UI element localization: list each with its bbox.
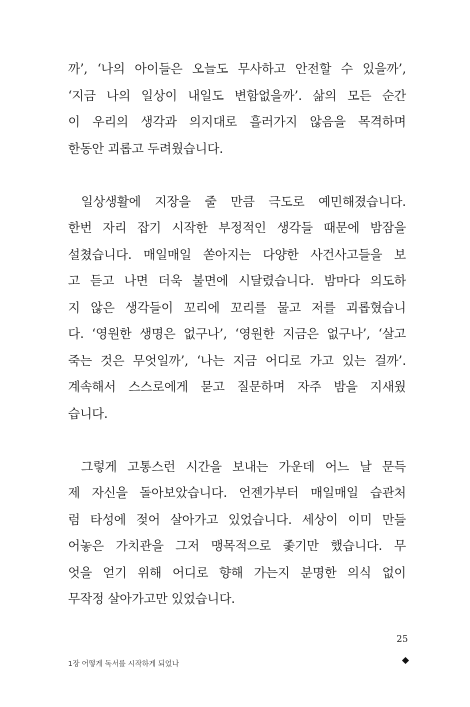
text-line: 무작정 살아가고만 있었습니다. — [68, 591, 235, 606]
paragraph-3 — [68, 454, 406, 613]
text-line: 까’, ‘나의 아이들은 오늘도 무사하고 안전할 수 있을까’, — [68, 61, 406, 76]
text-line: 습니다. — [68, 405, 108, 421]
paragraph-1 — [68, 56, 406, 162]
text-line: 고 듣고 나면 더욱 불면에 시달렸습니다. 밤마다 의도하 — [68, 273, 406, 288]
diamond-icon — [402, 657, 409, 664]
paragraph-2 — [68, 189, 406, 428]
text-line: 한번 자리 잡기 시작한 부정적인 생각들 때문에 밤잠을 — [68, 220, 406, 235]
body-text — [68, 56, 406, 613]
page-number: 25 — [396, 635, 408, 645]
paragraph-gap — [68, 427, 406, 454]
text-line: 계속해서 스스로에게 묻고 질문하며 자주 밤을 지새웠 — [68, 379, 406, 394]
text-line: 설쳤습니다. 매일매일 쏟아지는 다양한 사건사고들을 보 — [68, 246, 406, 262]
paragraph-gap — [68, 162, 406, 189]
text-line: 이 우리의 생각과 의지대로 흘러가지 않음을 목격하며 — [68, 114, 406, 129]
text-line: 제 자신을 돌아보았습니다. 언젠가부터 매일매일 습관처 — [68, 485, 406, 500]
text-line: 죽는 것은 무엇일까’, ‘나는 지금 어디로 가고 있는 걸까’. — [68, 352, 406, 368]
text-line: 그렇게 고통스런 시간을 보내는 가운데 어느 날 문득 — [81, 458, 406, 474]
text-line: 지 않은 생각들이 꼬리에 꼬리를 물고 저를 괴롭혔습니 — [68, 299, 406, 315]
text-line: 럼 타성에 젖어 살아가고 있었습니다. 세상이 이미 만들 — [68, 511, 406, 527]
text-line: 다. ‘영원한 생명은 없구나’, ‘영원한 지금은 없구나’, ‘살고 — [68, 326, 406, 341]
text-line: 어놓은 가치관을 그저 맹목적으로 좇기만 했습니다. 무 — [68, 538, 406, 553]
text-line: 한동안 괴롭고 두려웠습니다. — [68, 140, 223, 156]
text-line: 엇을 얻기 위해 어디로 향해 가는지 분명한 의식 없이 — [68, 564, 406, 580]
chapter-running-footer: 1장 어떻게 독서를 시작하게 되었나 — [68, 659, 179, 668]
text-line: 일상생활에 지장을 줄 만큼 극도로 예민해졌습니다. — [81, 193, 406, 209]
text-line: ‘지금 나의 일상이 내일도 변함없을까’. 삶의 모든 순간 — [68, 87, 406, 103]
